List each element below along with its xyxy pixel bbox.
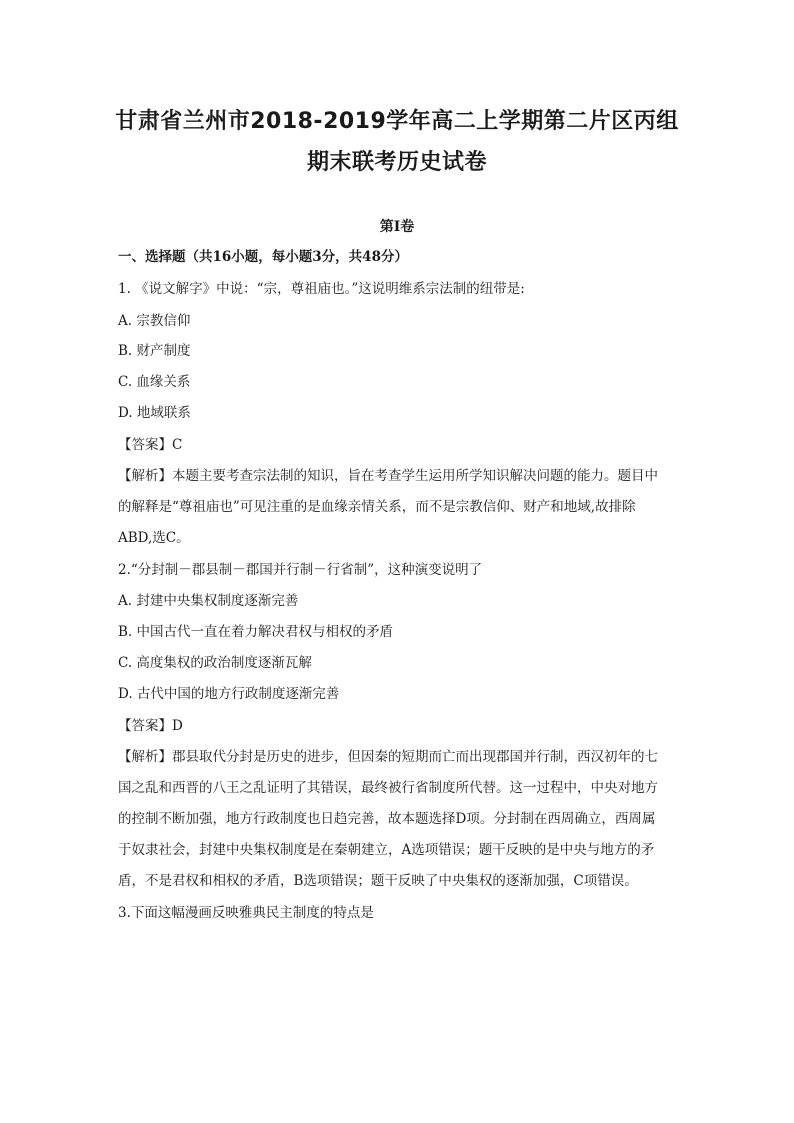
question-2-analysis-line: 国之乱和西晋的八王之乱证明了其错误，最终被行省制度所代替。这一过程中，中央对地方	[118, 780, 658, 796]
question-2-analysis-line: 的控制不断加强，地方行政制度也日趋完善，故本题选择D项。分封制在西周确立，西周属	[118, 811, 656, 827]
question-1-option-d: D. 地域联系	[118, 405, 191, 421]
question-1-option-c: C. 血缘关系	[118, 374, 191, 390]
question-2-stem: 2.“分封制－郡县制－郡国并行制－行省制”，这种演变说明了	[118, 562, 483, 578]
question-1-option-a: A. 宗教信仰	[118, 313, 191, 329]
part-heading: 一、选择题（共16小题，每小题3分，共48分）	[118, 249, 408, 265]
question-1-option-b: B. 财产制度	[118, 343, 191, 359]
question-2-analysis-line: 于奴隶社会，封建中央集权制度是在秦朝建立，A选项错误；题干反映的是中央与地方的矛	[118, 842, 655, 858]
question-2-option-b: B. 中国古代一直在着力解决君权与相权的矛盾	[118, 624, 394, 640]
document-title-line1: 甘肃省兰州市2018-2019学年高二上学期第二片区丙组	[115, 109, 679, 134]
section-label: 第I卷	[379, 219, 415, 235]
question-3-stem: 3.下面这幅漫画反映雅典民主制度的特点是	[118, 905, 374, 921]
question-2-answer: 【答案】D	[118, 718, 183, 734]
question-2-option-c: C. 高度集权的政治制度逐渐瓦解	[118, 655, 312, 671]
question-1-analysis-line: 的解释是“尊祖庙也”可见注重的是血缘亲情关系，而不是宗教信仰、财产和地域,故排除	[118, 499, 636, 515]
question-1-answer: 【答案】C	[118, 437, 183, 453]
question-2-analysis-line: 【解析】郡县取代分封是历史的进步，但因秦的短期而亡而出现郡国并行制，西汉初年的七	[118, 749, 658, 765]
question-1-analysis-line: 【解析】本题主要考查宗法制的知识，旨在考查学生运用所学知识解决问题的能力。题目中	[118, 468, 658, 484]
question-2-option-d: D. 古代中国的地方行政制度逐渐完善	[118, 686, 340, 702]
question-2-option-a: A. 封建中央集权制度逐渐完善	[118, 593, 299, 609]
document-title-line2: 期末联考历史试卷	[306, 150, 487, 175]
question-1-analysis-line: ABD,选C。	[118, 530, 190, 546]
question-2-analysis-line: 盾，不是君权和相权的矛盾，B选项错误；题干反映了中央集权的逐渐加强，C项错误。	[118, 873, 638, 889]
question-1-stem: 1. 《说文解字》中说：“宗，尊祖庙也。”这说明维系宗法制的纽带是:	[118, 281, 525, 297]
